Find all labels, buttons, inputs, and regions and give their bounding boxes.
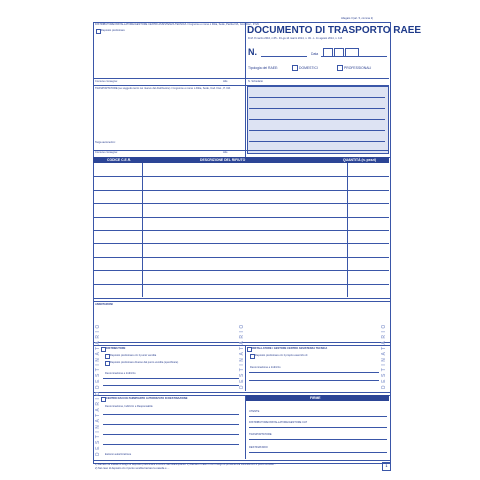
estremi-label: Estremi autorizzazione <box>105 453 132 456</box>
table-cell-cer[interactable] <box>93 190 142 203</box>
date-year-field[interactable] <box>345 48 359 57</box>
table-cell-cer[interactable] <box>93 176 142 189</box>
table-cell-desc[interactable] <box>143 257 347 270</box>
table-cell-qty[interactable] <box>348 284 389 297</box>
comune-consegna-label: Comune consegna: <box>95 80 118 83</box>
firme-title: FIRME <box>310 396 321 400</box>
domestici-checkbox[interactable] <box>292 65 298 71</box>
col-quantita-header: QUANTITÀ (n. pezzi) <box>343 158 376 162</box>
destinatario2-vertical-label: DESTINATARIO <box>95 389 101 456</box>
dest-installatore-title: INSTALLATORE / GESTORE CENTRO ASSISTENZA TECNICA <box>252 347 328 350</box>
table-cell-qty[interactable] <box>348 217 389 230</box>
date-month-field[interactable] <box>334 48 344 57</box>
col-descrizione-header: DESCRIZIONE DEL RIFIUTO <box>200 158 246 162</box>
date-day-field[interactable] <box>323 48 333 57</box>
transport-document-form <box>85 14 422 472</box>
deposito-label: Deposito preliminare <box>101 29 125 32</box>
distributore-label: DISTRIBUTORE/INSTALLATORE/GESTORE CENTRI ASSISTENZA TECNICA / Cognome e nome o Ditta, Sede, Partita IVA, Cod. Fisc., P.IVA <box>95 23 260 26</box>
table-cell-cer[interactable] <box>93 257 142 270</box>
firma-trasportatore-label: TRASPORTATORE <box>249 433 272 436</box>
tipologia-label: Tipologia dei RAEE: <box>248 66 279 70</box>
schedario-label: N. Schedario <box>248 80 263 83</box>
domestici-label: DOMESTICI <box>299 66 318 70</box>
ropt1-label: Deposito preliminare c/o il proprio esercizio di <box>255 354 308 357</box>
table-cell-cer[interactable] <box>93 163 142 176</box>
comune-consegna2-label: Comune consegna: <box>95 151 118 154</box>
targa-label: Targa automezzo: <box>95 141 116 144</box>
rdenominazione-label: Denominazione e Indirizzo <box>250 366 281 369</box>
table-cell-cer[interactable] <box>93 270 142 283</box>
table-cell-desc[interactable] <box>143 217 347 230</box>
table-cell-desc[interactable] <box>143 284 347 297</box>
decree-text: D.M. 8 marzo 2010, n.65 - D.Lgs.14 marzo 2014, n. 49 - L. 11 agosto 2014, n. 116 <box>248 37 343 40</box>
table-cell-qty[interactable] <box>348 270 389 283</box>
trasportatore-label: TRASPORTATORE (se soggetto terzo nei riserve del distributore) / Cognome e nome o Ditta, Sede, Cod. Fisc., P. IVA <box>95 87 231 90</box>
footer-note-2: 2) Nel caso di deposito c/o il punto vendita barrare la casella e ... <box>95 467 170 470</box>
table-cell-desc[interactable] <box>143 203 347 216</box>
denominazione-label: Denominazione e Indirizzo <box>105 372 136 375</box>
destinatario-vertical-label: DESTINATARIO <box>95 322 101 389</box>
annotazioni-label: ANNOTAZIONI <box>95 303 113 306</box>
footer-note-1: 1) Barrare se trattasi di luogo di deposito preliminare a centro raccolta/impianto. 2) Barrare il caso in cui il luogo di provenienza coincida con il punto vendita... <box>95 463 276 466</box>
opt2-label: Deposito preliminare diverso dal punto vendita (specificare) <box>110 361 179 364</box>
centro-raccolta-title: CENTRO RACCOLTA/IMPIANTO AUTORIZZATO DI DESTINAZIONE <box>106 397 188 400</box>
document-title: DOCUMENTO DI TRASPORTO RAEE <box>247 25 422 36</box>
table-cell-desc[interactable] <box>143 270 347 283</box>
table-cell-desc[interactable] <box>143 190 347 203</box>
table-cell-qty[interactable] <box>348 176 389 189</box>
table-cell-desc[interactable] <box>143 163 347 176</box>
table-cell-qty[interactable] <box>348 190 389 203</box>
table-cell-cer[interactable] <box>93 243 142 256</box>
table-cell-desc[interactable] <box>143 243 347 256</box>
table-cell-cer[interactable] <box>93 203 142 216</box>
dest-distributore-title: DISTRIBUTORE <box>106 347 126 350</box>
table-cell-desc[interactable] <box>143 230 347 243</box>
firma-utente-label: UTENTE <box>249 410 260 413</box>
professionali-label: PROFESSIONALI <box>344 66 372 70</box>
professionali-checkbox[interactable] <box>337 65 343 71</box>
table-cell-qty[interactable] <box>348 203 389 216</box>
destinatario-vertical-label-mid: DESTINATARIO <box>239 322 245 389</box>
abs2-label: Abs <box>223 151 228 154</box>
abs-label: Abs <box>223 80 228 83</box>
firma-distributore-label: DISTRIBUTORE/INSTALLATORE/GESTORE CAT <box>249 421 308 424</box>
table-cell-cer[interactable] <box>93 230 142 243</box>
table-cell-qty[interactable] <box>348 163 389 176</box>
destinatario-vertical-label-right: DESTINATARIO <box>381 322 387 389</box>
table-cell-desc[interactable] <box>143 176 347 189</box>
col-cer-header: CODICE C.E.R. <box>107 158 132 162</box>
date-label: Data <box>311 52 319 56</box>
firma-destinatario-label: DESTINATARIO <box>249 446 268 449</box>
table-cell-cer[interactable] <box>93 284 142 297</box>
number-label: N. <box>248 47 257 57</box>
table-cell-qty[interactable] <box>348 230 389 243</box>
table-cell-qty[interactable] <box>348 243 389 256</box>
page-number: 1 <box>382 462 391 471</box>
allegato-text: Allegato II (art. 5, comma 2) <box>341 17 374 20</box>
centro-denominazione-label: Denominazione, Indirizzo e Responsabile <box>105 405 153 408</box>
opt1-label: Deposito preliminare c/o il punto vendita <box>110 354 157 357</box>
table-cell-qty[interactable] <box>348 257 389 270</box>
table-cell-cer[interactable] <box>93 217 142 230</box>
